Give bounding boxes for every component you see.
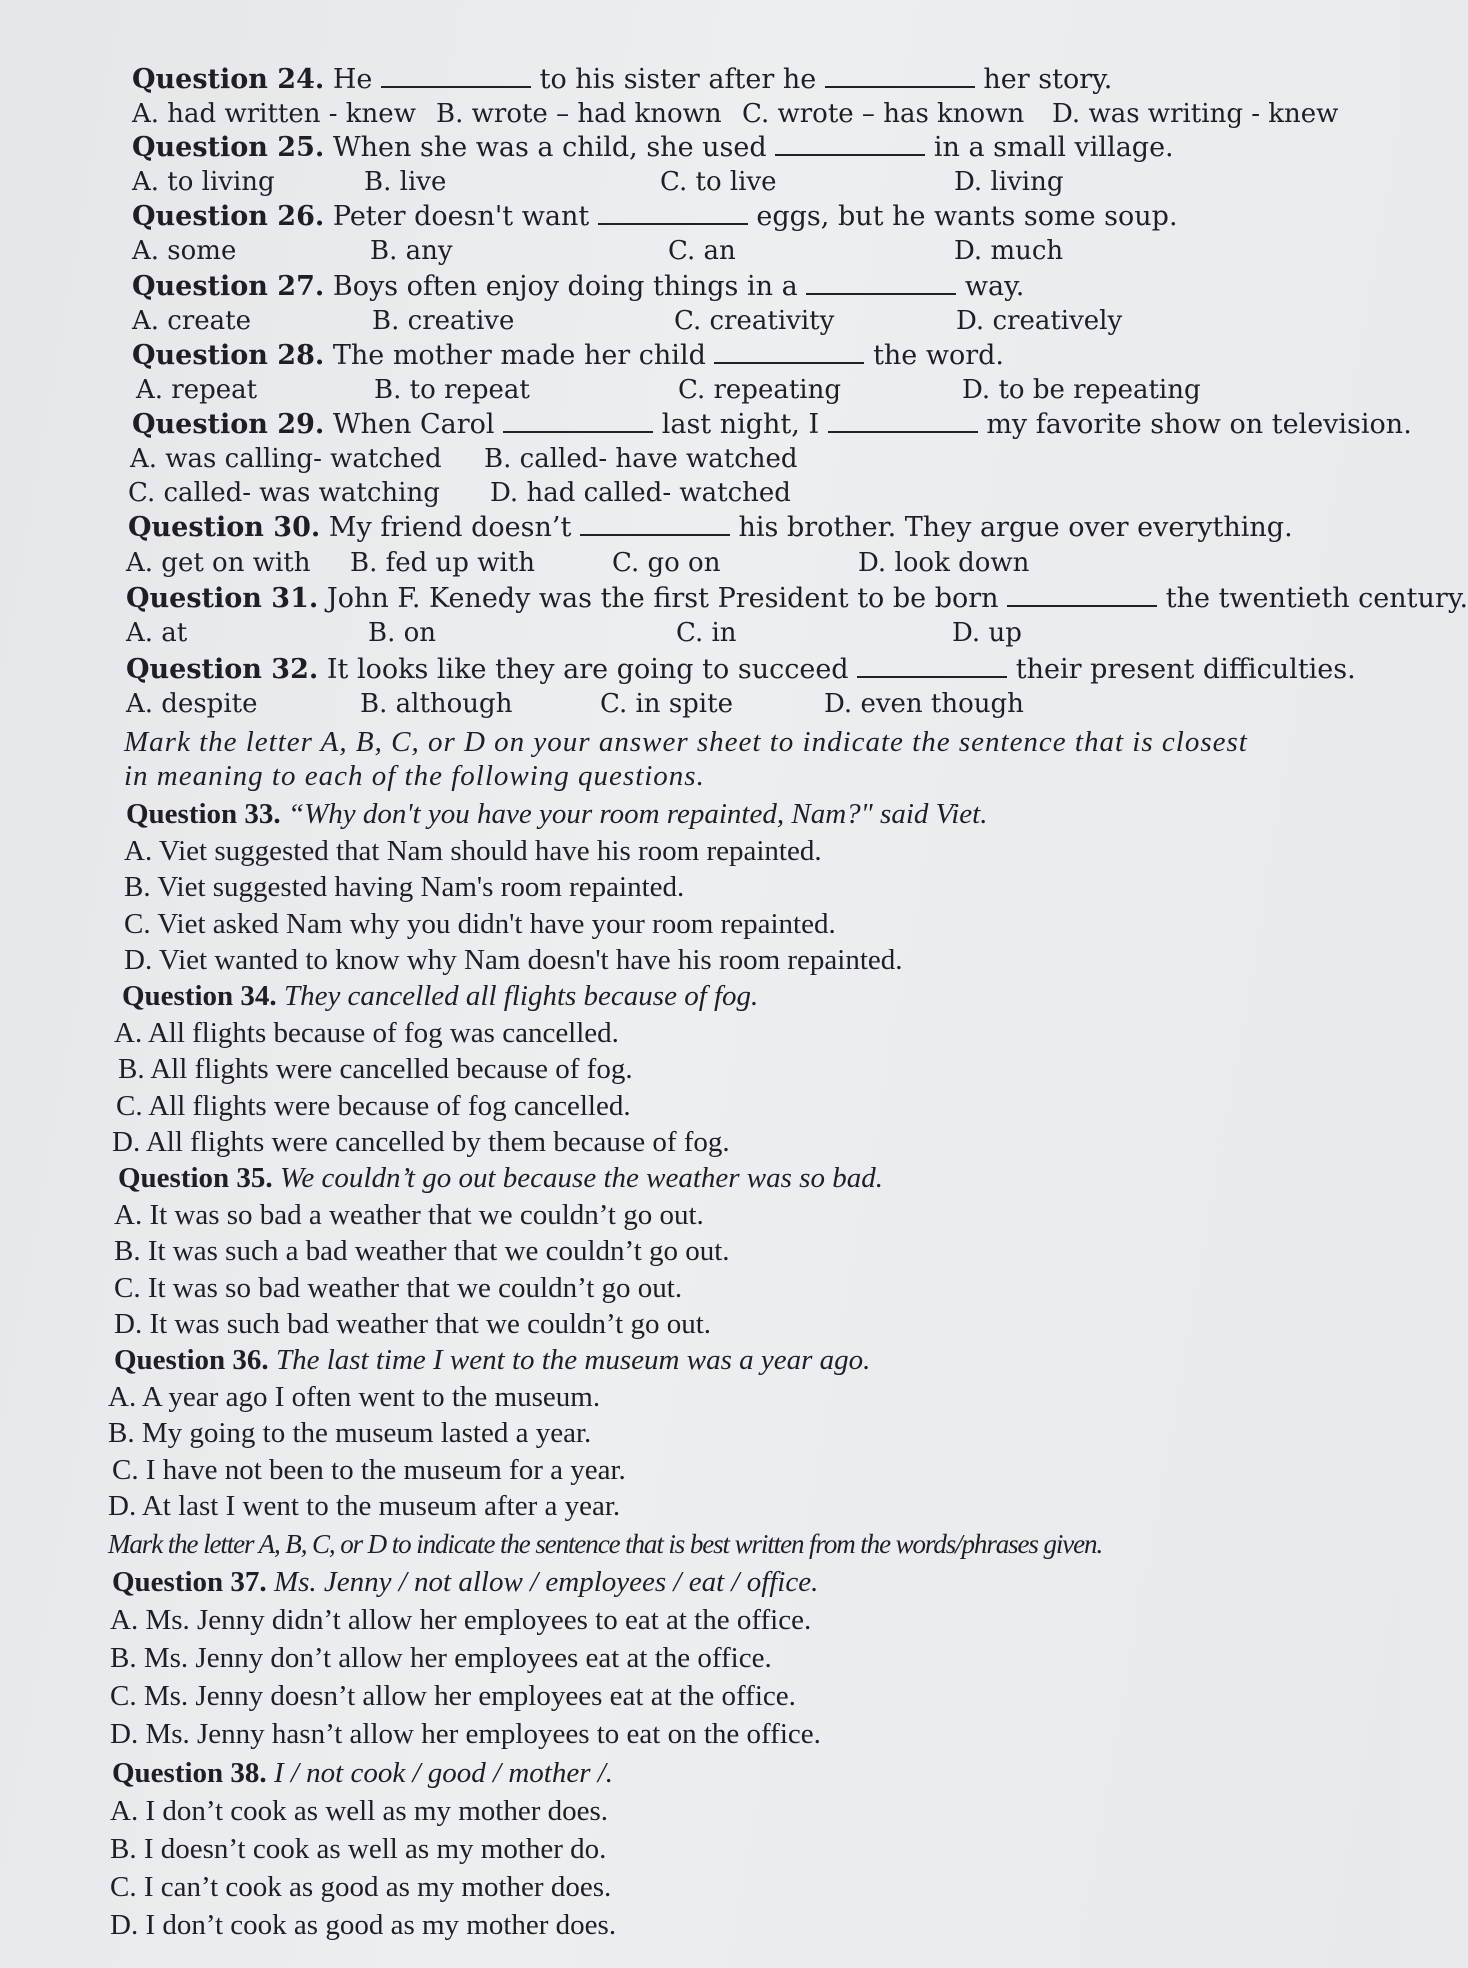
option-a: A. get on with	[126, 548, 311, 578]
question-text: her story.	[983, 64, 1113, 95]
question-32-stem	[126, 654, 1356, 686]
option-c: C. in	[676, 618, 737, 648]
question-label: Question 36.	[114, 1344, 269, 1376]
question-label: Question 32.	[126, 654, 319, 685]
question-text: in a small village.	[933, 132, 1174, 163]
answer-blank	[381, 68, 531, 88]
question-text: their present difficulties.	[1015, 654, 1356, 685]
question-label: Question 26.	[132, 201, 325, 232]
option-c: C. Ms. Jenny doesn’t allow her employees eat at the office.	[110, 1680, 796, 1712]
option-c: C. I have not been to the museum for a year.	[112, 1454, 626, 1486]
question-text: the word.	[873, 340, 1005, 371]
option-d: D. Ms. Jenny hasn’t allow her employees to eat on the office.	[110, 1718, 821, 1750]
answer-blank	[1007, 587, 1157, 607]
option-a: A. at	[126, 618, 188, 648]
question-text: We couldn’t go out because the weather was so bad.	[279, 1162, 883, 1194]
question-29-stem	[132, 409, 1412, 441]
question-text: last night, I	[661, 409, 820, 440]
option-d: D. I don’t cook as good as my mother does.	[110, 1909, 617, 1941]
question-26-options	[0, 235, 1401, 267]
option-d: D. was writing - knew	[1052, 99, 1339, 129]
option-b: B. creative	[372, 306, 515, 336]
option-a: A. Viet suggested that Nam should have his room repainted.	[124, 835, 822, 867]
question-text: The last time I went to the museum was a year ago.	[275, 1344, 871, 1376]
option-a: A. I don’t cook as well as my mother does.	[110, 1795, 609, 1827]
option-d: D. had called- watched	[490, 478, 791, 508]
option-c: C. go on	[612, 548, 721, 578]
option-b: B. Viet suggested having Nam's room repainted.	[124, 871, 685, 903]
option-c: C. creativity	[674, 306, 835, 336]
question-31-options	[0, 617, 1401, 649]
answer-blank	[828, 413, 978, 433]
question-text: I / not cook / good / mother /.	[273, 1757, 614, 1789]
question-25-options	[0, 166, 1401, 198]
option-b: B. Ms. Jenny don’t allow her employees eat at the office.	[110, 1642, 772, 1674]
question-text: the twentieth century.	[1165, 583, 1468, 614]
option-b: B. on	[368, 618, 437, 648]
option-b: B. any	[370, 236, 453, 266]
question-text: to his sister after he	[539, 64, 817, 95]
option-d: D. much	[954, 236, 1064, 266]
question-label: Question 27.	[132, 271, 325, 302]
question-24-options	[0, 98, 1401, 130]
option-d: D. At last I went to the museum after a year.	[108, 1490, 621, 1522]
option-a: A. despite	[126, 689, 258, 719]
answer-blank	[806, 275, 956, 295]
option-c: C. I can’t cook as good as my mother does.	[110, 1871, 612, 1903]
answer-blank	[580, 516, 730, 536]
question-text: The mother made her child	[332, 340, 706, 371]
question-35-stem	[118, 1162, 883, 1194]
question-label: Question 34.	[122, 980, 277, 1012]
option-c: C. wrote – has known	[742, 99, 1025, 129]
question-29-options-row2	[0, 477, 1401, 509]
option-c: C. It was so bad weather that we couldn’t go out.	[114, 1272, 683, 1304]
question-33-stem	[126, 798, 987, 830]
option-b: B. live	[364, 167, 447, 197]
question-36-stem	[114, 1344, 870, 1376]
question-text: my favorite show on television.	[986, 409, 1412, 440]
option-c: C. repeating	[678, 375, 841, 405]
question-25-stem	[132, 132, 1174, 164]
option-a: A. had written - knew	[132, 99, 416, 129]
question-label: Question 31.	[126, 583, 319, 614]
option-b: B. to repeat	[374, 375, 530, 405]
question-label: Question 24.	[132, 64, 325, 95]
option-d: D. All flights were cancelled by them because of fog.	[112, 1126, 730, 1158]
option-a: A. It was so bad a weather that we couldn’t go out.	[114, 1199, 704, 1231]
option-d: D. creatively	[956, 306, 1123, 336]
answer-blank	[857, 658, 1007, 678]
answer-blank	[714, 344, 864, 364]
option-b: B. I doesn’t cook as well as my mother do.	[110, 1833, 607, 1865]
option-a: A. repeat	[136, 375, 258, 405]
question-24-stem	[132, 64, 1112, 96]
option-a: A. to living	[132, 167, 275, 197]
question-30-options	[0, 547, 1401, 579]
option-b: B. called- have watched	[484, 444, 798, 474]
question-text: John F. Kenedy was the first President to be born	[326, 583, 999, 614]
question-label: Question 33.	[126, 798, 281, 830]
option-d: D. It was such bad weather that we couldn’t go out.	[114, 1308, 712, 1340]
question-38-stem	[112, 1757, 613, 1789]
question-text: When Carol	[332, 409, 495, 440]
option-d: D. look down	[858, 548, 1030, 578]
question-29-options-row1	[0, 443, 1401, 475]
question-text: When she was a child, she used	[332, 132, 767, 163]
option-b: B. wrote – had known	[436, 99, 722, 129]
question-28-options	[0, 374, 1401, 406]
instruction-line: Mark the letter A, B, C, or D on your answer sheet to indicate the sentence that is closest	[124, 726, 1248, 758]
question-text: “Why don't you have your room repainted, Nam?" said Viet.	[287, 798, 988, 830]
answer-blank	[775, 136, 925, 156]
option-d: D. up	[952, 618, 1022, 648]
option-c: C. an	[668, 236, 736, 266]
question-label: Question 37.	[112, 1566, 267, 1598]
instruction-line: in meaning to each of the following questions.	[124, 760, 705, 792]
question-34-stem	[122, 980, 758, 1012]
question-28-stem	[132, 340, 1004, 372]
option-a: A. All flights because of fog was cancelled.	[114, 1017, 619, 1049]
question-26-stem	[132, 201, 1178, 233]
option-d: D. Viet wanted to know why Nam doesn't have his room repainted.	[124, 944, 903, 976]
question-text: eggs, but he wants some soup.	[756, 201, 1178, 232]
option-a: A. A year ago I often went to the museum.	[108, 1381, 601, 1413]
option-c: C. to live	[660, 167, 777, 197]
option-d: D. even though	[824, 689, 1024, 719]
question-label: Question 35.	[118, 1162, 273, 1194]
question-label: Question 38.	[112, 1757, 267, 1789]
question-text: My friend doesn’t	[328, 512, 572, 543]
question-text: Boys often enjoy doing things in a	[332, 271, 798, 302]
option-b: B. It was such a bad weather that we couldn’t go out.	[114, 1235, 730, 1267]
option-c: C. called- was watching	[128, 478, 440, 508]
question-30-stem	[128, 512, 1293, 544]
question-27-stem	[132, 271, 1024, 303]
option-b: B. fed up with	[350, 548, 535, 578]
option-d: D. to be repeating	[962, 375, 1201, 405]
question-text: He	[332, 64, 373, 95]
option-a: A. create	[132, 306, 252, 336]
option-b: B. although	[360, 689, 513, 719]
option-b: B. My going to the museum lasted a year.	[108, 1417, 592, 1449]
question-label: Question 29.	[132, 409, 325, 440]
question-37-stem	[112, 1566, 818, 1598]
option-d: D. living	[954, 167, 1064, 197]
option-a: A. Ms. Jenny didn’t allow her employees to eat at the office.	[110, 1604, 812, 1636]
option-a: A. was calling- watched	[130, 444, 442, 474]
question-label: Question 30.	[128, 512, 321, 543]
question-text: They cancelled all flights because of fog.	[283, 980, 759, 1012]
question-32-options	[0, 688, 1401, 720]
instruction-line: Mark the letter A, B, C, or D to indicate the sentence that is best written from the words/phrases given.	[108, 1529, 1103, 1559]
answer-blank	[825, 68, 975, 88]
question-text: Peter doesn't want	[332, 201, 590, 232]
question-text: his brother. They argue over everything.	[738, 512, 1293, 543]
option-c: C. Viet asked Nam why you didn't have your room repainted.	[124, 908, 836, 940]
option-c: C. All flights were because of fog cancelled.	[116, 1090, 631, 1122]
option-b: B. All flights were cancelled because of fog.	[118, 1053, 633, 1085]
question-27-options	[0, 305, 1401, 337]
question-label: Question 28.	[132, 340, 325, 371]
question-text: Ms. Jenny / not allow / employees / eat / office.	[273, 1566, 819, 1598]
option-c: C. in spite	[600, 689, 733, 719]
question-text: way.	[964, 271, 1025, 302]
option-a: A. some	[132, 236, 237, 266]
question-31-stem	[126, 583, 1468, 615]
answer-blank	[503, 413, 653, 433]
answer-blank	[598, 205, 748, 225]
question-text: It looks like they are going to succeed	[326, 654, 849, 685]
question-label: Question 25.	[132, 132, 325, 163]
